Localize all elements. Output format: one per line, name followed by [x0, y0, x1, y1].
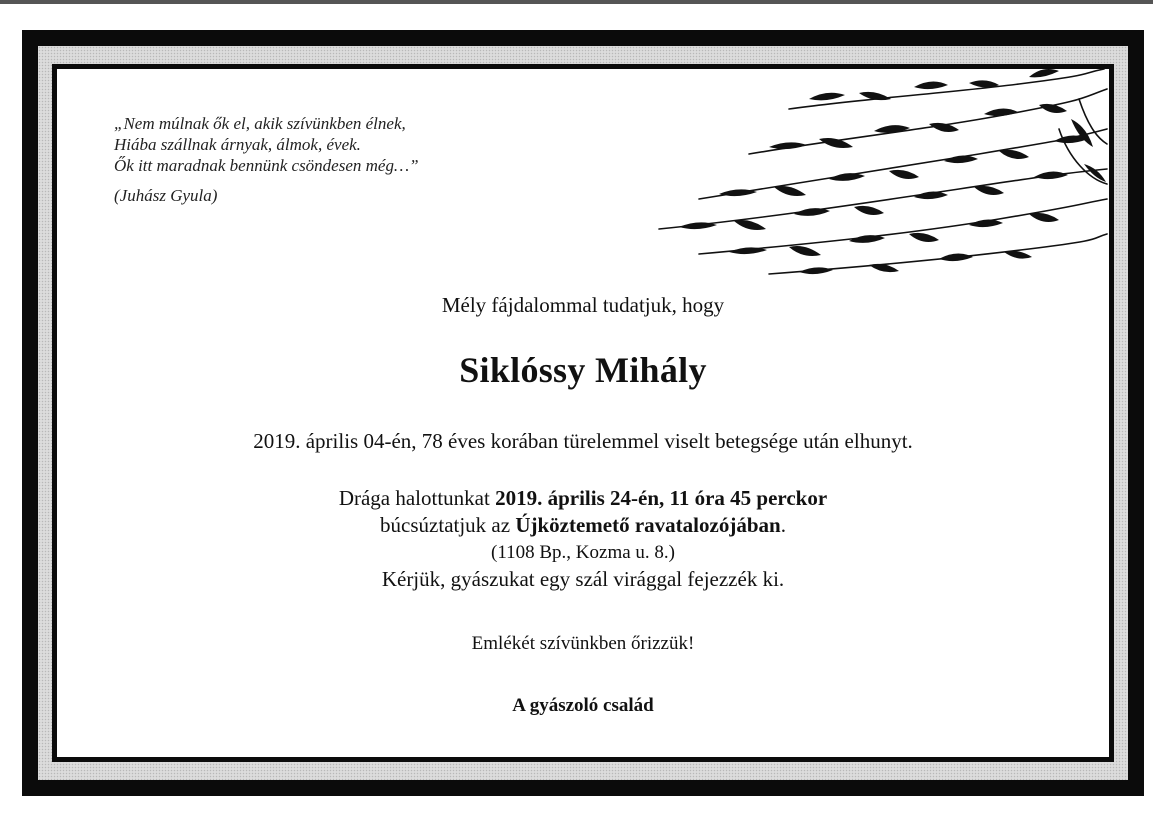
intro-text: Mély fájdalommal tudatjuk, hogy: [441, 293, 725, 317]
poem-line-3: Ők itt maradnak bennünk csöndesen még…”: [114, 156, 419, 175]
ceremony-line-2-end: .: [780, 513, 786, 537]
poem-quote: [114, 113, 419, 206]
poem-line-2: Hiába szállnak árnyak, álmok, évek.: [114, 135, 361, 154]
ceremony-details: [57, 485, 1109, 593]
obituary-card: [57, 69, 1109, 757]
death-details: 2019. április 04-én, 78 éves korában türelemmel viselt betegsége után elhunyt.: [253, 429, 913, 453]
ceremony-line-2: [57, 512, 1109, 539]
memory-line: Emlékét szívünkben őrizzük!: [471, 633, 695, 654]
ceremony-venue: Újköztemető ravatalozójában: [515, 513, 781, 537]
inner-black-border: [52, 64, 1114, 762]
poem-line-1: „Nem múlnak ők el, akik szívünkben élnek,: [114, 114, 406, 133]
deceased-name: Siklóssy Mihály: [459, 350, 707, 390]
ceremony-line-1: [57, 485, 1109, 512]
outer-black-border: [22, 30, 1144, 796]
top-edge: [0, 0, 1153, 4]
stippled-mat: [38, 46, 1128, 780]
ceremony-address: (1108 Bp., Kozma u. 8.): [491, 542, 675, 563]
poem-author: (Juhász Gyula): [114, 186, 218, 205]
ceremony-line-2-text: búcsúztatjuk az: [380, 513, 516, 537]
ceremony-datetime: 2019. április 24-én, 11 óra 45 perckor: [495, 486, 828, 510]
ceremony-line-1-text: Drága halottunkat: [338, 486, 496, 510]
family-signature: A gyászoló család: [512, 695, 654, 716]
willow-branch-icon: [639, 69, 1109, 284]
flower-request: Kérjük, gyászukat egy szál virággal fejezzék ki.: [381, 567, 785, 591]
